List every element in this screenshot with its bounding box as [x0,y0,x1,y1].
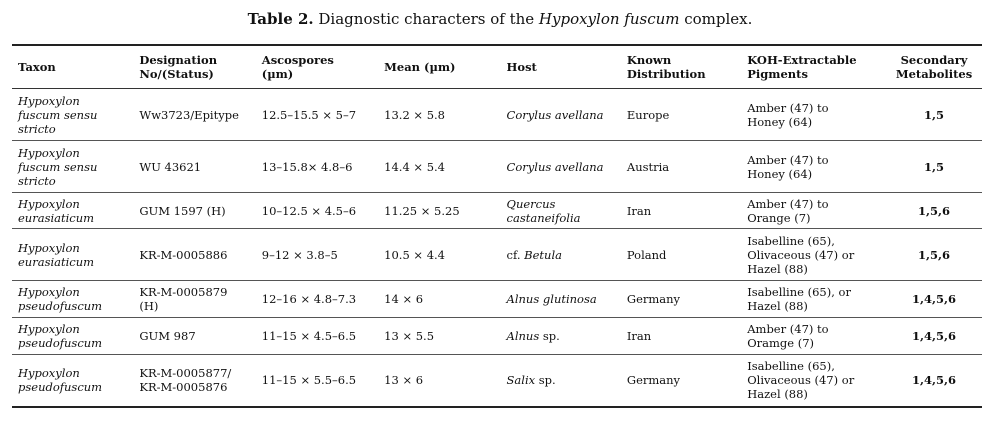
cell-distribution-text: Iran [626,203,652,218]
host-name: Alnus [506,329,540,343]
header-taxon-text: Taxon [18,60,56,74]
cell-host-line [507,197,615,211]
header-pigments-line: KOH-Extractable [747,53,857,67]
cell-designation-line: GUM 987 [139,329,196,343]
cell-ascospores-text: 11–15 × 5.5–6.5 [261,373,357,388]
cell-metabolites-text: 1,4,5,6 [912,373,957,388]
cell-pigments [741,229,886,281]
cell-host-line [507,292,615,306]
cell-designation [133,318,255,355]
header-distribution-line: Known [626,53,672,67]
cell-taxon-line: pseudofuscum [18,336,103,350]
table-row [12,89,982,141]
cell-pigments [741,355,886,407]
cell-ascospores-text: 11–15 × 4.5–6.5 [261,329,357,343]
cell-taxon [12,89,133,141]
host-name: Corylus avellana [506,107,604,122]
table-row [12,229,982,281]
cell-host [501,193,621,229]
cell-mean-text: 11.25 × 5.25 [384,203,460,218]
cell-ascospores [256,89,378,141]
header-ascospores [256,45,378,89]
cell-mean-text: 10.5 × 4.4 [384,247,445,262]
caption-text-before: Diagnostic characters of the [313,10,539,28]
caption-text-after: complex. [679,10,753,28]
cell-designation-line: Ww3723/Epitype [139,107,239,122]
cell-pigments-line: Olivaceous (47) or [747,247,855,262]
host-suffix: sp. [539,329,560,343]
cell-metabolites [886,281,982,318]
cell-taxon-line: eurasiaticum [18,254,95,269]
cell-mean [378,141,500,193]
host-name: castaneifolia [506,210,581,225]
cell-pigments-line: Isabelline (65), [747,233,835,248]
table-row [12,141,982,193]
cell-designation [133,89,255,141]
header-row [12,45,982,89]
cell-pigments [741,281,886,318]
cell-taxon-line: pseudofuscum [18,380,103,395]
cell-metabolites [886,89,982,141]
cell-ascospores-text: 9–12 × 3.8–5 [261,247,338,262]
cell-taxon-line: Hypoxylon [18,93,80,108]
header-designation [133,45,255,89]
header-metabolites [886,45,982,89]
cell-host [501,281,621,318]
cell-ascospores [256,281,378,318]
cell-mean-text: 14 × 6 [384,292,424,306]
cell-distribution [621,355,741,407]
cell-pigments-line: Hazel (88) [747,261,808,276]
cell-designation-line: (H) [139,299,159,313]
cell-designation [133,229,255,281]
header-designation-line: No/(Status) [139,67,214,81]
cell-pigments-line: Amber (47) to [747,196,829,211]
header-distribution [621,45,741,89]
cell-taxon-line: eurasiaticum [18,210,95,225]
cell-mean [378,281,500,318]
host-suffix: sp. [535,373,556,388]
table-row [12,281,982,318]
cell-metabolites [886,193,982,229]
cell-mean-text: 14.4 × 5.4 [384,159,445,174]
cell-ascospores [256,141,378,193]
cell-taxon-line: pseudofuscum [18,299,103,313]
caption-italic: Hypoxylon fuscum [538,10,680,28]
cell-metabolites [886,318,982,355]
header-metabolites-line: Secondary [900,53,968,67]
cell-taxon [12,281,133,318]
cell-pigments [741,193,886,229]
cell-taxon-line: Hypoxylon [18,240,80,255]
cell-mean [378,318,500,355]
cell-pigments-line: Honey (64) [747,114,813,129]
header-host [501,45,621,89]
cell-distribution-text: Germany [626,373,681,388]
cell-host [501,355,621,407]
cell-metabolites-text: 1,5 [924,107,945,122]
cell-taxon-line: fuscum sensu [18,159,98,174]
cell-mean-text: 13 × 5.5 [384,329,435,343]
cell-metabolites-text: 1,4,5,6 [912,292,957,306]
cell-designation-line: KR-M-0005886 [139,247,228,262]
cell-distribution [621,281,741,318]
cell-ascospores [256,318,378,355]
cell-pigments-line: Oramge (7) [747,336,815,350]
header-pigments-line: Pigments [747,67,808,81]
header-distribution-line: Distribution [626,67,706,81]
cell-host-line [507,248,615,262]
cell-mean-text: 13 × 6 [384,373,424,388]
cell-distribution-text: Austria [626,159,670,174]
table-row [12,193,982,229]
cell-distribution-text: Iran [626,329,652,343]
cell-taxon [12,193,133,229]
cell-mean [378,229,500,281]
cell-designation-line: GUM 1597 (H) [139,203,226,218]
cell-host-line [507,373,615,387]
cell-designation [133,141,255,193]
cell-distribution-text: Europe [626,107,670,122]
host-name: Quercus [506,196,556,211]
cell-pigments-line: Hazel (88) [747,299,808,313]
host-name: Corylus avellana [506,159,604,174]
cell-pigments-line: Amber (47) to [747,322,829,336]
header-ascospores-line: (µm) [261,67,294,81]
cell-metabolites-text: 1,4,5,6 [912,329,957,343]
cell-taxon [12,355,133,407]
cell-taxon [12,318,133,355]
cell-ascospores [256,229,378,281]
host-name: Salix [506,373,536,388]
cell-mean-text: 13.2 × 5.8 [384,107,445,122]
table-caption [0,10,1000,28]
cell-distribution [621,89,741,141]
cell-distribution [621,229,741,281]
header-taxon [12,45,133,89]
cell-designation-line: KR-M-0005879 [139,285,228,299]
header-mean [378,45,500,89]
cell-pigments [741,141,886,193]
cell-host [501,141,621,193]
cell-host-line [507,108,615,122]
cell-ascospores-text: 10–12.5 × 4.5–6 [261,203,357,218]
cell-pigments-line: Honey (64) [747,166,813,181]
cell-taxon-line: Hypoxylon [18,145,80,160]
cell-host [501,318,621,355]
cell-pigments-line: Olivaceous (47) or [747,373,855,388]
cell-ascospores-text: 12.5–15.5 × 5–7 [261,107,357,122]
header-metabolites-line: Metabolites [895,67,973,81]
cell-distribution [621,141,741,193]
header-pigments [741,45,886,89]
diagnostic-table [12,44,982,408]
cell-metabolites [886,229,982,281]
cell-taxon-line: Hypoxylon [18,322,80,336]
table-row [12,355,982,407]
header-ascospores-line: Ascospores [261,53,334,67]
cell-ascospores-text: 12–16 × 4.8–7.3 [261,292,357,306]
cell-pigments-line: Amber (47) to [747,100,829,115]
cell-distribution [621,318,741,355]
host-name: Betula [524,247,562,262]
cell-distribution-text: Poland [626,247,667,262]
cell-host [501,89,621,141]
host-name: Alnus glutinosa [506,292,597,306]
cell-designation-line: KR-M-0005876 [139,380,228,395]
cell-pigments-line: Amber (47) to [747,152,829,167]
cell-metabolites [886,141,982,193]
cell-mean [378,89,500,141]
cell-pigments-line: Isabelline (65), or [747,285,851,299]
header-host-text: Host [506,60,537,74]
cell-pigments [741,318,886,355]
table-body [12,89,982,407]
cell-designation [133,281,255,318]
cell-taxon-line: fuscum sensu [18,107,98,122]
cell-distribution-text: Germany [626,292,681,306]
cell-host-line [507,329,615,343]
cell-taxon-line: stricto [18,121,56,136]
cell-pigments-line: Hazel (88) [747,387,808,402]
cell-designation-line: KR-M-0005877/ [139,366,232,381]
header-mean-text: Mean (µm) [384,60,456,74]
cell-taxon [12,229,133,281]
cell-designation [133,193,255,229]
caption-label: Table 2. [247,10,314,28]
cell-host [501,229,621,281]
cell-designation [133,355,255,407]
cell-ascospores-text: 13–15.8× 4.8–6 [261,159,353,174]
cell-ascospores [256,355,378,407]
cell-mean [378,193,500,229]
cell-taxon [12,141,133,193]
cell-pigments [741,89,886,141]
cell-host-line [507,211,615,225]
cell-taxon-line: Hypoxylon [18,196,80,211]
cell-designation-line: WU 43621 [139,159,202,174]
cell-metabolites-text: 1,5,6 [918,203,951,218]
cell-taxon-line: Hypoxylon [18,285,80,299]
cell-metabolites-text: 1,5,6 [918,247,951,262]
cell-pigments-line: Orange (7) [747,210,811,225]
cell-host-line [507,160,615,174]
host-prefix: cf. [506,247,525,262]
cell-metabolites-text: 1,5 [924,159,945,174]
cell-taxon-line: Hypoxylon [18,366,80,381]
cell-distribution [621,193,741,229]
cell-ascospores [256,193,378,229]
table-row [12,318,982,355]
cell-metabolites [886,355,982,407]
cell-taxon-line: stricto [18,173,56,188]
cell-pigments-line: Isabelline (65), [747,359,835,374]
cell-mean [378,355,500,407]
header-designation-line: Designation [139,53,218,67]
